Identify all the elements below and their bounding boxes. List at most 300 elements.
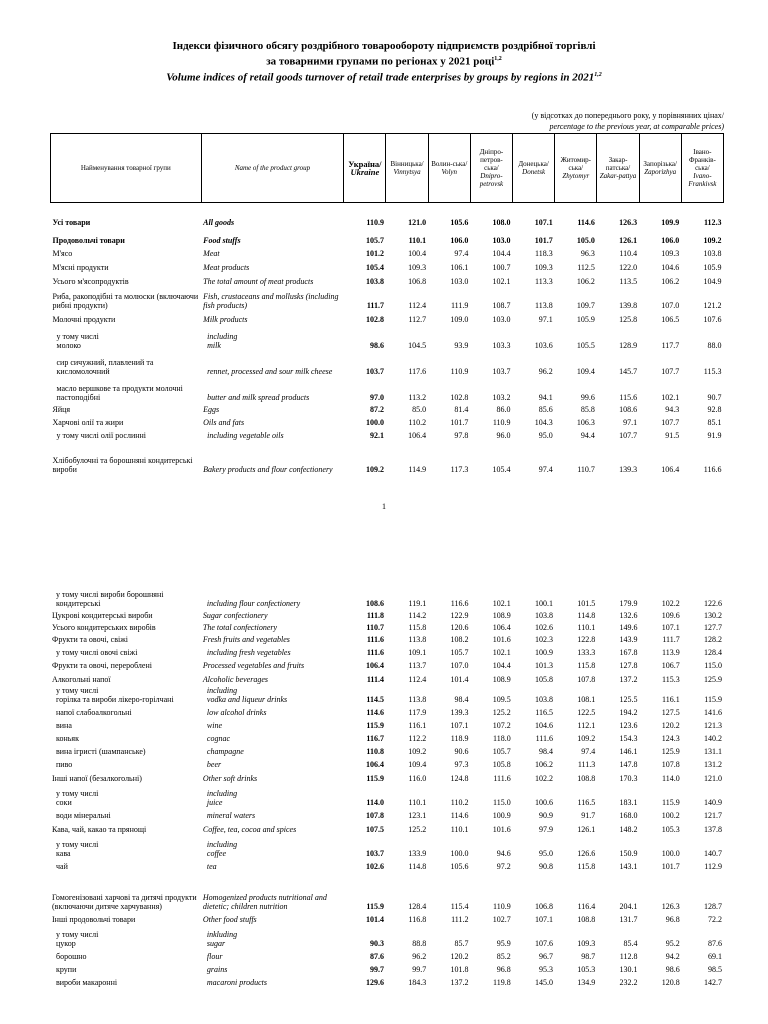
product-name-en [201,657,344,670]
product-name-en [201,227,344,245]
value-ukraine: 90.3 [369,939,384,948]
product-name-uk [50,911,201,924]
value-region: 108.9 [492,611,511,620]
product-name-uk-text: у тому числі олії рослинні [56,430,147,440]
value-region: 106.8 [408,276,427,286]
table-body-part1 [51,203,724,474]
product-name-uk-text: Фрукти та овочі, свіжі [52,635,128,644]
value-region: 104.9 [703,276,722,286]
value-region: 90.9 [538,811,553,820]
value-region: 96.8 [665,915,680,924]
value-region: 127.7 [704,623,722,632]
product-name-en-sub: coffee [206,849,226,858]
value-region: 122.6 [704,599,722,608]
value-region: 106.4 [408,430,427,440]
value-ukraine: 111.7 [366,300,384,310]
product-name-uk [51,272,202,286]
value-region: 97.2 [496,862,511,871]
table-row [51,286,724,310]
value-region: 115.3 [703,366,722,376]
header-region-1 [386,134,428,203]
value-region: 110.2 [408,417,427,427]
value-region: 105.8 [492,760,511,769]
value-region: 114.6 [577,217,595,227]
value-region: 85.1 [707,417,722,427]
value-ukraine: 99.7 [369,965,384,974]
value-region: 100.0 [661,849,680,858]
value-region: 108.2 [450,635,469,644]
value-region: 119.1 [408,599,427,608]
product-name-uk [50,743,201,756]
value-region: 128.2 [704,635,722,644]
value-region: 107.1 [661,623,680,632]
value-region: 98.5 [708,965,722,974]
product-name-uk-text: Харчові олії та жири [52,417,124,427]
product-name-uk-text: у тому числі [56,331,99,341]
value-region: 183.1 [619,798,638,807]
product-name-en-text: Milk products [203,314,248,324]
value-region: 194.2 [619,708,638,717]
value-region: 106.7 [661,661,680,670]
value-region: 109.2 [703,235,722,245]
value-region: 124.8 [450,774,469,783]
value-region: 116.6 [703,464,722,474]
value-region: 102.8 [450,392,469,402]
value-region: 101.5 [577,599,596,608]
value-region: 108.8 [577,774,596,783]
value-region: 108.1 [577,695,596,704]
value-region: 95.3 [538,965,553,974]
region-uk: Закар-патська/ [605,156,631,172]
value-region: 81.4 [454,404,469,414]
value-ukraine: 87.2 [369,404,384,414]
value-region: 115.3 [662,675,680,684]
product-name-uk-sub: кава [56,849,71,858]
value-region: 117.7 [661,340,680,350]
header-region-7 [639,134,681,203]
value-region: 137.2 [450,978,469,987]
value-ukraine: 107.5 [365,825,384,834]
value-region: 107.6 [703,314,722,324]
value-region: 115.9 [662,798,680,807]
value-ukraine: 106.4 [365,661,384,670]
value-region: 106.5 [661,314,680,324]
product-name-uk-text: напої слабоалкогольні [56,708,132,717]
value-ukraine: 110.8 [366,747,384,756]
value-region: 102.1 [492,599,511,608]
product-name-en [201,644,344,657]
value-region: 104.6 [534,721,553,730]
product-name-uk-text: вина ігристі (шампанське) [56,747,146,756]
product-name-uk [51,376,202,402]
table-row [50,807,724,820]
value-region: 112.2 [408,734,427,743]
value-ukraine: 107.8 [365,811,384,820]
product-name-en-text: The total confectionery [202,623,278,632]
value-region: 167.8 [619,648,638,657]
value-region: 102.1 [492,276,511,286]
value-region: 110.1 [408,235,427,245]
value-region: 106.0 [661,235,680,245]
value-region: 96.3 [580,248,595,258]
table-row [51,310,724,324]
table-row [50,717,724,730]
product-name-uk [50,807,201,820]
product-name-en [201,272,344,286]
product-name-en [201,717,344,730]
product-name-en [201,704,344,717]
value-region: 109.3 [577,939,596,948]
value-region: 72.2 [708,915,722,924]
value-region: 109.3 [661,248,680,258]
table-row [51,324,724,350]
value-region: 122.8 [577,635,596,644]
product-name-en-text: Meat products [203,262,250,272]
value-region: 109.6 [661,611,680,620]
product-name-en-text: inkluding [206,930,238,939]
value-region: 109.3 [408,262,427,272]
product-name-uk [50,974,201,987]
value-region: 114.0 [662,774,680,783]
value-region: 103.8 [534,611,553,620]
value-region: 139.3 [619,464,638,474]
product-name-en [201,245,344,258]
region-en: Donetsk [522,168,546,176]
value-region: 105.9 [703,262,722,272]
product-name-uk [51,245,202,258]
product-name-uk-text: пиво [56,760,73,769]
indices-table-part1 [50,133,724,474]
value-region: 126.1 [577,825,596,834]
indices-table-part2 [50,590,724,987]
product-name-en-text: flour [206,952,223,961]
product-name-en [201,258,344,272]
value-ukraine: 111.6 [366,635,384,644]
value-region: 96.2 [538,366,553,376]
value-region: 111.6 [493,774,511,783]
value-region: 111.7 [662,635,680,644]
value-region: 109.0 [450,314,469,324]
product-name-en [201,858,344,871]
value-region: 96.0 [496,430,511,440]
value-region: 111.3 [577,760,596,769]
value-region: 103.3 [492,340,511,350]
value-region: 102.6 [534,623,553,632]
value-region: 101.6 [492,635,511,644]
value-ukraine: 116.7 [366,734,384,743]
value-region: 94.1 [538,392,553,402]
product-name-uk-text: у тому числі [56,686,99,695]
value-region: 116.0 [408,774,427,783]
title-en-line [0,69,768,85]
value-region: 100.9 [534,648,553,657]
value-region: 109.7 [576,300,595,310]
product-name-en-text: cognac [206,734,230,743]
product-name-en-text: Bakery products and flour confectionery [203,464,333,474]
value-region: 115.8 [408,623,427,632]
product-name-en-sub: juice [206,798,223,807]
value-region: 94.4 [580,430,595,440]
value-region: 69.1 [708,952,722,961]
product-name-uk [51,324,202,350]
product-name-en [201,203,344,227]
product-name-uk [50,608,201,620]
value-region: 96.2 [412,952,427,961]
product-name-uk [50,644,201,657]
value-region: 112.4 [408,675,427,684]
value-region: 112.7 [408,314,427,324]
value-region: 116.8 [408,915,427,924]
value-region: 88.8 [412,939,427,948]
product-name-en-text: including fresh vegetables [206,648,291,657]
product-name-uk [51,350,202,376]
table-body-part2 [50,590,724,987]
product-name-en-text: butter and milk spread products [207,392,310,402]
value-ukraine: 102.6 [365,862,384,871]
value-region: 121.3 [704,721,722,730]
value-region: 141.6 [704,708,722,717]
product-name-uk-text: крупи [56,965,77,974]
value-ukraine: 110.7 [366,623,384,632]
value-region: 88.0 [707,340,722,350]
product-name-uk [50,717,201,730]
value-region: 140.2 [704,734,722,743]
region-en: Zhytomyr [562,172,590,180]
product-name-en-text: Food stuffs [203,235,241,245]
value-region: 107.6 [534,939,553,948]
value-region: 114.9 [408,464,427,474]
table-row [50,769,724,783]
value-region: 126.3 [619,217,638,227]
value-ukraine: 114.5 [366,695,384,704]
value-region: 116.5 [535,708,553,717]
value-region: 90.8 [538,862,553,871]
value-region: 106.1 [450,262,469,272]
table-row [51,203,724,227]
value-region: 98.7 [581,952,596,961]
value-ukraine: 103.8 [365,276,384,286]
product-name-en [201,948,344,961]
value-region: 115.0 [493,798,511,807]
table-row [50,743,724,756]
value-region: 114.6 [450,811,469,820]
product-name-uk [50,704,201,717]
value-region: 104.6 [661,262,680,272]
product-name-uk-text: Інші напої (безалкогольні) [52,774,142,783]
value-region: 121.7 [704,811,722,820]
product-name-uk-text: у тому числі вироби борошняні кондитерські [56,590,164,608]
value-region: 113.7 [408,661,427,670]
table-row [50,911,724,924]
table-row [50,948,724,961]
product-name-en [201,620,344,632]
value-region: 98.4 [538,747,553,756]
table-row [50,684,724,704]
value-region: 113.2 [408,392,427,402]
value-region: 92.8 [707,404,722,414]
value-region: 108.8 [577,915,596,924]
value-ukraine: 105.4 [365,262,384,272]
value-region: 97.3 [454,760,469,769]
value-region: 95.9 [496,939,511,948]
value-region: 107.7 [619,430,638,440]
value-region: 122.5 [577,708,596,717]
value-region: 106.2 [661,276,680,286]
value-region: 121.0 [408,217,427,227]
value-region: 102.1 [492,648,511,657]
product-name-uk [51,227,202,245]
product-name-uk-text: Продовольчі товари [52,235,125,245]
header-region-0 [344,134,386,203]
product-name-uk-text: Хлібобулочні та борошняні кондитерські вироби [52,455,193,474]
value-ukraine: 108.6 [365,599,384,608]
value-region: 94.2 [665,952,680,961]
table-row [50,756,724,769]
value-region: 105.3 [577,965,596,974]
product-name-en-text: Meat [203,248,220,258]
product-name-en-text: including [206,686,238,695]
value-region: 104.4 [492,248,511,258]
product-name-uk-text: Фрукти та овочі, перероблені [52,661,152,670]
product-name-en-text: Other soft drinks [202,774,258,783]
value-region: 117.3 [450,464,469,474]
product-name-uk [50,924,201,948]
value-region: 116.4 [577,902,596,911]
product-name-uk-text: коньяк [56,734,79,743]
value-region: 104.5 [408,340,427,350]
value-region: 97.8 [454,430,469,440]
value-ukraine: 111.8 [366,611,384,620]
value-region: 115.0 [704,661,722,670]
value-ukraine: 103.7 [365,849,384,858]
value-region: 97.4 [454,248,469,258]
table-row [51,350,724,376]
value-region: 109.1 [408,648,427,657]
value-region: 122.0 [619,262,638,272]
value-region: 107.1 [534,217,553,227]
value-region: 125.5 [619,695,638,704]
value-region: 154.3 [619,734,638,743]
value-region: 105.5 [576,340,595,350]
value-ukraine: 115.9 [366,721,384,730]
product-name-en-text: beer [206,760,222,769]
value-region: 97.9 [538,825,553,834]
product-name-en [201,632,344,644]
value-region: 104.4 [492,661,511,670]
value-ukraine: 101.4 [365,915,384,924]
value-region: 103.0 [492,235,511,245]
product-name-uk-text: у тому числі [56,930,99,939]
value-region: 146.1 [619,747,638,756]
value-region: 100.6 [534,798,553,807]
value-region: 99.7 [412,965,427,974]
value-region: 139.8 [619,300,638,310]
value-region: 116.5 [577,798,596,807]
header-region-5 [555,134,597,203]
page-title [0,40,768,84]
header-region-3 [470,134,512,203]
value-region: 133.9 [408,849,427,858]
value-region: 102.1 [661,392,680,402]
value-region: 149.6 [619,623,638,632]
product-name-uk-text: чай [56,862,68,871]
table-row [50,858,724,871]
value-region: 118.9 [450,734,469,743]
product-name-en-text: Processed vegetables and fruits [202,661,305,670]
product-name-uk-text: Усього м'ясопродуктів [52,276,129,286]
value-region: 97.4 [581,747,596,756]
value-region: 125.2 [492,708,511,717]
value-region: 85.8 [580,404,595,414]
value-region: 179.9 [619,599,638,608]
product-name-en [201,376,344,402]
value-region: 137.8 [704,825,722,834]
product-name-uk [50,620,201,632]
product-name-en [201,414,344,427]
table-row [50,974,724,987]
product-name-uk [50,961,201,974]
product-name-uk [50,783,201,807]
product-name-uk [51,310,202,324]
region-uk: Дніпро-петров-ська/ [479,148,504,172]
value-region: 103.7 [492,366,511,376]
value-region: 140.7 [704,849,722,858]
product-name-uk [51,203,202,227]
table-row [50,730,724,743]
value-region: 100.2 [661,811,680,820]
table-row [50,608,724,620]
value-region: 109.9 [661,217,680,227]
product-name-en-text: including vegetable oils [207,430,284,440]
value-ukraine: 105.7 [365,235,384,245]
product-name-en-text: champagne [206,747,244,756]
value-region: 168.0 [619,811,638,820]
value-region: 90.6 [454,747,469,756]
product-name-en [201,670,344,684]
product-name-uk-text: Інші продовольчі товари [52,915,136,924]
product-name-en-text: macaroni products [206,978,267,987]
table-row [51,440,724,474]
value-region: 131.2 [704,760,722,769]
table-row [50,834,724,858]
value-ukraine: 102.8 [365,314,384,324]
value-region: 101.3 [534,661,553,670]
value-region: 103.0 [450,276,469,286]
table-row [51,227,724,245]
value-region: 102.2 [534,774,553,783]
header-region-6 [597,134,639,203]
value-region: 109.2 [408,747,427,756]
value-region: 111.2 [451,915,469,924]
value-region: 109.5 [492,695,511,704]
value-region: 106.2 [534,760,553,769]
value-region: 114.8 [577,611,596,620]
title-en-footnote: 1,2 [594,71,602,78]
header-name-en: Name of the product group [201,134,344,203]
product-name-uk-text: вироби макаронні [56,978,118,987]
product-name-uk-text: у тому числі [56,840,99,849]
value-region: 101.8 [450,965,469,974]
header-region-8 [681,134,723,203]
value-region: 128.4 [704,648,722,657]
value-region: 91.7 [581,811,596,820]
product-name-uk [50,657,201,670]
value-region: 170.3 [619,774,638,783]
product-name-uk-text: води мінеральні [56,811,111,820]
value-region: 145.0 [534,978,553,987]
value-region: 103.0 [492,314,511,324]
product-name-uk [51,402,202,414]
